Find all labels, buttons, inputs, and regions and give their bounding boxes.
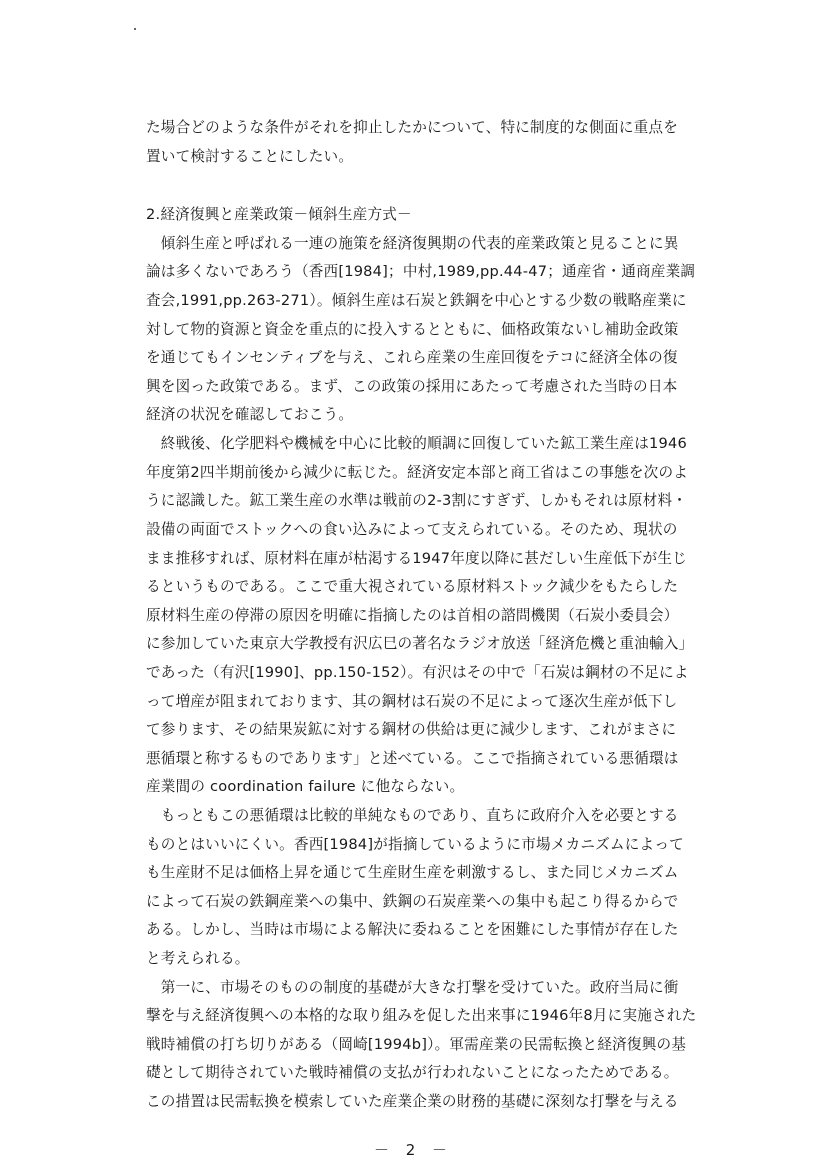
text-line: 産業間の coordination failure に他ならない。: [146, 778, 465, 795]
text-line: 傾斜生産と呼ばれる一連の施策を経済復興期の代表的産業政策と見ることに異: [146, 235, 679, 252]
text-line: 年度第2四半期前後から減少に転じた。経済安定本部と商工省はこの事態を次のよ: [146, 464, 689, 481]
text-line: 設備の両面でストックへの食い込みによって支えられている。そのため、現状の: [146, 521, 678, 538]
text-line: も生産財不足は価格上昇を通じて生産財生産を刺激するし、また同じメカニズム: [146, 864, 679, 881]
section-heading: 2.経済復興と産業政策－傾斜生産方式－: [146, 206, 412, 223]
text-line: ある。しかし、当時は市場による解決に委ねることを困難にした事情が存在した: [146, 921, 679, 938]
text-line: るというものである。ここで重大視されている原材料ストック減少をもたらした: [146, 578, 679, 595]
text-line: 戦時補償の打ち切りがある（岡崎[1994b]）。軍需産業の民需転換と経済復興の基: [146, 1036, 687, 1053]
page-number: － 2 －: [373, 1141, 454, 1159]
text-line: 原材料生産の停滞の原因を明確に指摘したのは首相の諮問機関（石炭小委員会）: [146, 607, 679, 624]
text-line: 置いて検討することにしたい。: [146, 148, 354, 165]
text-line: であった（有沢[1990]、pp.150-152）。有沢はその中で「石炭は鋼材の不足によ: [146, 664, 689, 681]
text-line: 撃を与え経済復興への本格的な取り組みを促した出来事に1946年8月に実施された: [146, 1007, 697, 1024]
text-line: もっともこの悪循環は比較的単純なものであり、直ちに政府介入を必要とする: [146, 807, 679, 824]
text-line: ものとはいいにくい。香西[1984]が指摘しているように市場メカニズムによって: [146, 836, 684, 853]
text-line: 興を図った政策である。まず、この政策の採用にあたって考慮された当時の日本: [146, 378, 678, 395]
text-line: この措置は民需転換を模索していた産業企業の財務的基礎に深刻な打撃を与える: [146, 1093, 679, 1110]
text-line: て参ります、その結果炭鉱に対する鋼材の供給は更に減少します、これがまさに: [146, 721, 677, 738]
text-line: と考えられる。: [146, 950, 250, 967]
text-line: 論は多くないであろう（香西[1984]；中村,1989,pp.44-47；通産省・通商産業調: [146, 263, 696, 280]
text-line: 対して物的資源と資金を重点的に投入するとともに、価格政策ないし補助金政策: [146, 321, 679, 338]
text-line: まま推移すれば、原材料在庫が枯渇する1947年度以降に甚だしい生産低下が生じ: [146, 550, 687, 567]
text-line: を通じてもインセンティブを与え、これら産業の生産回復をテコに経済全体の復: [146, 349, 678, 366]
text-line: うに認識した。鉱工業生産の水準は戦前の2-3割にすぎず、しかもそれは原材料・: [146, 492, 688, 509]
text-line: 礎として期待されていた戦時補償の支払が行われないことになったためである。: [146, 1064, 679, 1081]
text-line: 査会,1991,pp.263-271）。傾斜生産は石炭と鉄鋼を中心とする少数の戦略産業に: [146, 292, 687, 309]
text-line: 経済の状況を確認しておこう。: [146, 406, 354, 423]
text-line: に参加していた東京大学教授有沢広巳の著名なラジオ放送「経済危機と重油輸入」: [146, 635, 694, 652]
text-line: って増産が阻まれております、其の鋼材は石炭の不足によって逐次生産が低下し: [146, 693, 678, 710]
text-line: によって石炭の鉄鋼産業への集中、鉄鋼の石炭産業への集中も起こり得るからで: [146, 893, 679, 910]
scan-speck: [134, 28, 136, 30]
text-line: 終戦後、化学肥料や機械を中心に比較的順調に回復していた鉱工業生産は1946: [146, 435, 687, 452]
text-line: 第一に、市場そのものの制度的基礎が大きな打撃を受けていた。政府当局に衝: [146, 979, 679, 996]
text-line: た場合どのような条件がそれを抑止したかについて、特に制度的な側面に重点を: [146, 119, 678, 136]
text-line: 悪循環と称するものであります」と述べている。ここで指摘されている悪循環は: [146, 750, 679, 767]
